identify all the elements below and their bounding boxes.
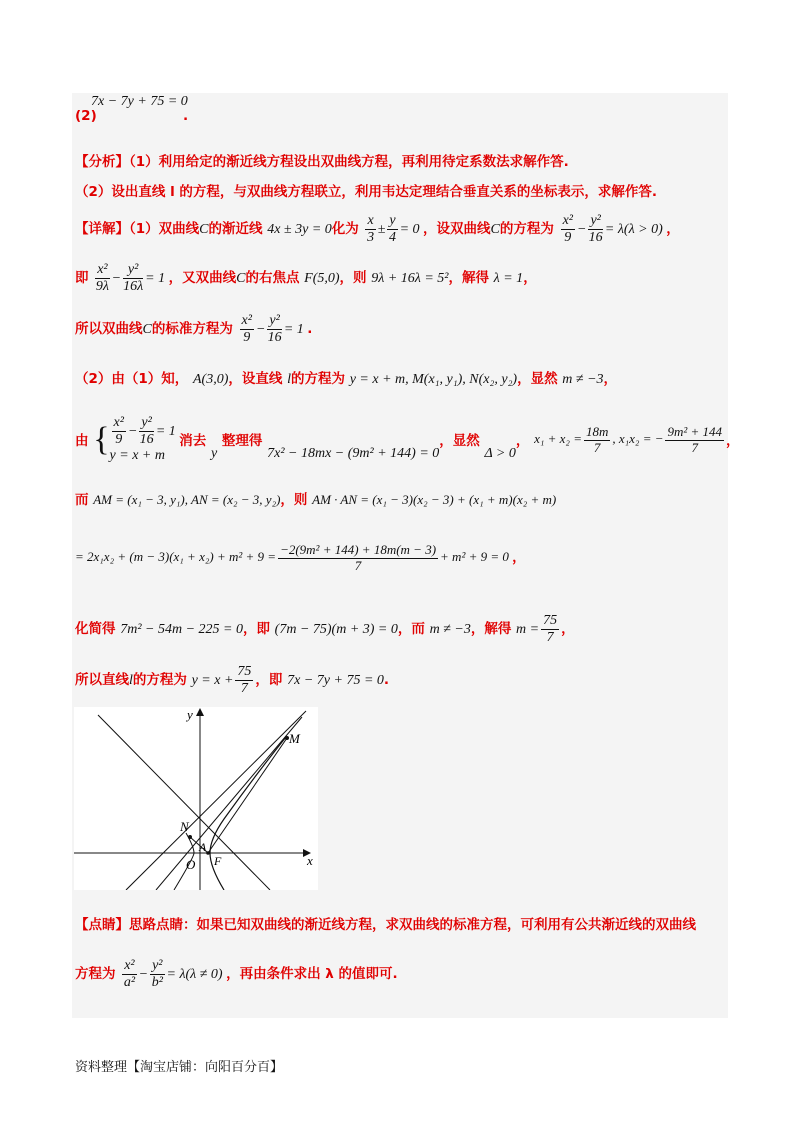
text: ，设双曲线 bbox=[423, 220, 491, 237]
text: ， bbox=[512, 549, 526, 566]
math-eq: = λ(λ ≠ 0) bbox=[166, 966, 223, 982]
part-label: (2) bbox=[75, 108, 97, 124]
math-op: − bbox=[577, 221, 587, 237]
label-x: x bbox=[307, 853, 313, 868]
math-asymptote: 4x ± 3y = 0 bbox=[267, 221, 332, 237]
detail-line-2 bbox=[75, 262, 537, 295]
frac-den: 7 bbox=[354, 557, 362, 573]
analysis-line-2 bbox=[75, 180, 657, 200]
detail-line-8 bbox=[75, 613, 575, 646]
math-y: y bbox=[210, 446, 218, 462]
tip-tag: 【点睛】 bbox=[75, 917, 129, 933]
frac-den: 4 bbox=[388, 230, 396, 246]
math-op: − bbox=[127, 423, 138, 439]
text: ，而 bbox=[397, 620, 425, 637]
label-N: N bbox=[180, 819, 189, 834]
frac-num: x² bbox=[240, 313, 254, 330]
math-dot-product: AM · AN = (x₁ − 3)(x₂ − 3) + (x₁ + m)(x₂ + m) bbox=[312, 492, 557, 507]
text: ，即 bbox=[255, 671, 283, 688]
math-op: − bbox=[138, 966, 149, 982]
text: ，再由条件求出 λ 的值即可. bbox=[226, 965, 398, 982]
frac-den: 16 bbox=[588, 230, 603, 246]
frac-num: y² bbox=[588, 213, 602, 230]
frac-num: 9m² + 144 bbox=[667, 423, 723, 439]
math-expand: = 2x₁x₂ + (m − 3)(x₁ + x₂) + m² + 9 = bbox=[75, 549, 277, 565]
text: 即 bbox=[75, 269, 89, 286]
math-eq: 7m² − 54m − 225 = 0 bbox=[120, 621, 243, 637]
system-eq-2: y = x + m bbox=[109, 448, 165, 464]
math-op: − bbox=[255, 321, 266, 337]
text: 所以双曲线 bbox=[75, 320, 143, 337]
point-A bbox=[206, 851, 210, 855]
text: ，即 bbox=[242, 620, 270, 637]
math-op: − bbox=[111, 270, 122, 286]
tip-text: 思路点睛：如果已知双曲线的渐近线方程，求双曲线的标准方程，可利用有公共渐近线的双曲线 bbox=[129, 917, 696, 933]
text: 由 bbox=[75, 433, 89, 450]
math-op: = 0 bbox=[399, 221, 420, 237]
footer-text: 资料整理【淘宝店铺：向阳百分百】 bbox=[75, 1060, 284, 1075]
text: 方程为 bbox=[75, 965, 116, 982]
frac-den: b² bbox=[151, 975, 163, 991]
frac-num: 75 bbox=[541, 613, 559, 630]
frac-num: y² bbox=[150, 958, 164, 975]
frac-num: x² bbox=[561, 213, 575, 230]
label-y: y bbox=[187, 707, 193, 722]
math-eq: = λ(λ > 0) bbox=[604, 221, 663, 237]
math-C: C bbox=[199, 221, 209, 237]
math-op: = 1 bbox=[283, 321, 304, 337]
text: ， bbox=[603, 371, 618, 387]
text: 所以直线 bbox=[75, 671, 129, 688]
tip-line-1 bbox=[75, 913, 696, 933]
detail-line-6 bbox=[75, 488, 556, 508]
frac-num: y² bbox=[123, 262, 143, 279]
math-product: , x₁x₂ = − bbox=[612, 431, 664, 447]
math-C: C bbox=[142, 321, 152, 337]
frac-den: 16 bbox=[267, 330, 282, 346]
math-l: l bbox=[287, 372, 291, 387]
frac-num: x² bbox=[122, 958, 136, 975]
text: 消去 bbox=[179, 433, 207, 450]
frac-den: 16λ bbox=[123, 279, 144, 295]
math-C: C bbox=[490, 221, 500, 237]
text: （2）由（1）知， bbox=[75, 371, 189, 387]
text: （1）双曲线 bbox=[129, 220, 200, 237]
text: ， bbox=[515, 433, 530, 450]
math-eq: 9λ + 16λ = 5² bbox=[371, 270, 449, 286]
math-factored: (7m − 75)(m + 3) = 0 bbox=[274, 621, 398, 637]
analysis-text-1: （1）利用给定的渐近线方程设出双曲线方程，再利用待定系数法求解作答. bbox=[129, 154, 569, 170]
frac-den: 7 bbox=[593, 439, 601, 455]
math-C: C bbox=[236, 270, 246, 286]
text: ，则 bbox=[280, 492, 308, 508]
text: ，则 bbox=[339, 269, 367, 286]
text: ，解得 bbox=[470, 620, 512, 637]
frac-num: x² bbox=[112, 415, 126, 432]
text: 整理得 bbox=[221, 433, 263, 450]
text: ，又双曲线 bbox=[168, 269, 237, 286]
frac-num: x² bbox=[95, 262, 109, 279]
math-delta: Δ > 0 bbox=[484, 446, 516, 462]
math-line: y = x + m, M(x₁, y₁), N(x₂, y₂) bbox=[349, 372, 518, 387]
label-O: O bbox=[186, 857, 196, 872]
frac-den: 3 bbox=[367, 230, 375, 246]
segment-AM bbox=[208, 738, 287, 853]
frac-den: 9 bbox=[564, 230, 572, 246]
math-eq: λ = 1 bbox=[493, 270, 524, 286]
math-l: l bbox=[129, 672, 133, 688]
frac-den: 16 bbox=[139, 432, 154, 448]
line-l bbox=[156, 717, 302, 890]
math-sum: x₁ + x₂ = bbox=[534, 431, 582, 447]
frac-den: 9λ bbox=[95, 279, 109, 295]
math-eq: + m² + 9 = 0 bbox=[440, 549, 509, 565]
label-M: M bbox=[289, 731, 300, 746]
frac-den: 7 bbox=[691, 439, 699, 455]
text: ，显然 bbox=[439, 433, 480, 450]
text: ， bbox=[523, 269, 537, 286]
frac-num: y bbox=[387, 213, 397, 230]
frac-den: 9 bbox=[243, 330, 251, 346]
hyperbola-graph bbox=[74, 707, 318, 890]
text: 的渐近线 bbox=[208, 220, 263, 237]
analysis-text-2: （2）设出直线 l 的方程，与双曲线方程联立，利用韦达定理结合垂直关系的坐标表示，求解作答. bbox=[75, 184, 658, 200]
math-op: ± bbox=[377, 221, 386, 237]
text: 的方程为 bbox=[499, 220, 554, 237]
detail-line-4 bbox=[75, 367, 617, 388]
math-point: A(3,0) bbox=[193, 372, 229, 387]
text: 的方程为 bbox=[132, 671, 187, 688]
period: . bbox=[183, 108, 189, 124]
text: 的右焦点 bbox=[245, 269, 300, 286]
text: ，解得 bbox=[448, 269, 489, 286]
frac-den: 7 bbox=[546, 630, 554, 646]
text: ， bbox=[561, 620, 575, 637]
detail-line-3 bbox=[75, 313, 312, 346]
label-F: F bbox=[214, 854, 222, 868]
frac-num: y² bbox=[267, 313, 281, 330]
math-op: = 1 bbox=[145, 270, 166, 286]
detail-line-9 bbox=[75, 664, 389, 697]
frac-num: 18m bbox=[585, 423, 609, 439]
text: 化简得 bbox=[75, 620, 116, 637]
math-answer: 7x − 7y + 75 = 0 bbox=[287, 672, 384, 688]
frac-num: y² bbox=[139, 415, 153, 432]
text: 的标准方程为 bbox=[151, 320, 233, 337]
text: ，设直线 bbox=[228, 371, 283, 387]
text: 而 bbox=[75, 492, 89, 508]
text: 的方程为 bbox=[290, 371, 345, 387]
text: ， bbox=[726, 433, 740, 450]
hyperbola-figure bbox=[74, 707, 318, 890]
point-N bbox=[188, 835, 192, 839]
math-line: y = x + bbox=[191, 672, 234, 688]
math-quadratic: 7x² − 18mx − (9m² + 144) = 0 bbox=[267, 446, 440, 462]
label-A: A bbox=[199, 840, 207, 854]
math-cond: m ≠ −3 bbox=[429, 621, 471, 637]
text: ，显然 bbox=[517, 371, 558, 387]
tip-line-2 bbox=[75, 958, 398, 991]
equation: 7x − 7y + 75 = 0 bbox=[91, 94, 188, 109]
frac-num: 75 bbox=[235, 664, 253, 681]
frac-num: x bbox=[365, 213, 375, 230]
asymptote-1 bbox=[98, 715, 270, 890]
frac-den: a² bbox=[123, 975, 136, 991]
text: ， bbox=[666, 220, 680, 237]
text: 化为 bbox=[331, 220, 359, 237]
math-op: = 1 bbox=[155, 423, 176, 439]
analysis-tag: 【分析】 bbox=[75, 154, 129, 170]
frac-den: 7 bbox=[240, 681, 248, 697]
detail-tag: 【详解】 bbox=[75, 220, 129, 237]
detail-line-1 bbox=[75, 213, 680, 246]
frac-den: 9 bbox=[115, 432, 123, 448]
detail-line-7 bbox=[75, 543, 526, 574]
text: . bbox=[307, 320, 313, 337]
analysis-line-1 bbox=[75, 150, 569, 170]
math-cond: m ≠ −3 bbox=[562, 372, 604, 387]
frac-num: −2(9m² + 144) + 18m(m − 3) bbox=[280, 542, 437, 557]
text: . bbox=[383, 671, 390, 688]
math-vectors: AM = (x₁ − 3, y₁), AN = (x₂ − 3, y₂) bbox=[93, 492, 281, 507]
detail-line-5: 由 { $\frac{\text{x²}}{9}$ − $\frac{\text{y²}}{16}$ = 1 y = x + m 消去 y 整理得 7x² − 18mx − (9m² + 144) = 0，显然 Δ > 0， x₁ + x₂ = $\frac{18m}{7}$ , x₁x₂ = − $\frac{\text{9m² + 144}}{7}$ ， bbox=[75, 415, 740, 464]
math-m: m = bbox=[516, 621, 540, 637]
math-focus: F(5,0) bbox=[304, 270, 340, 286]
